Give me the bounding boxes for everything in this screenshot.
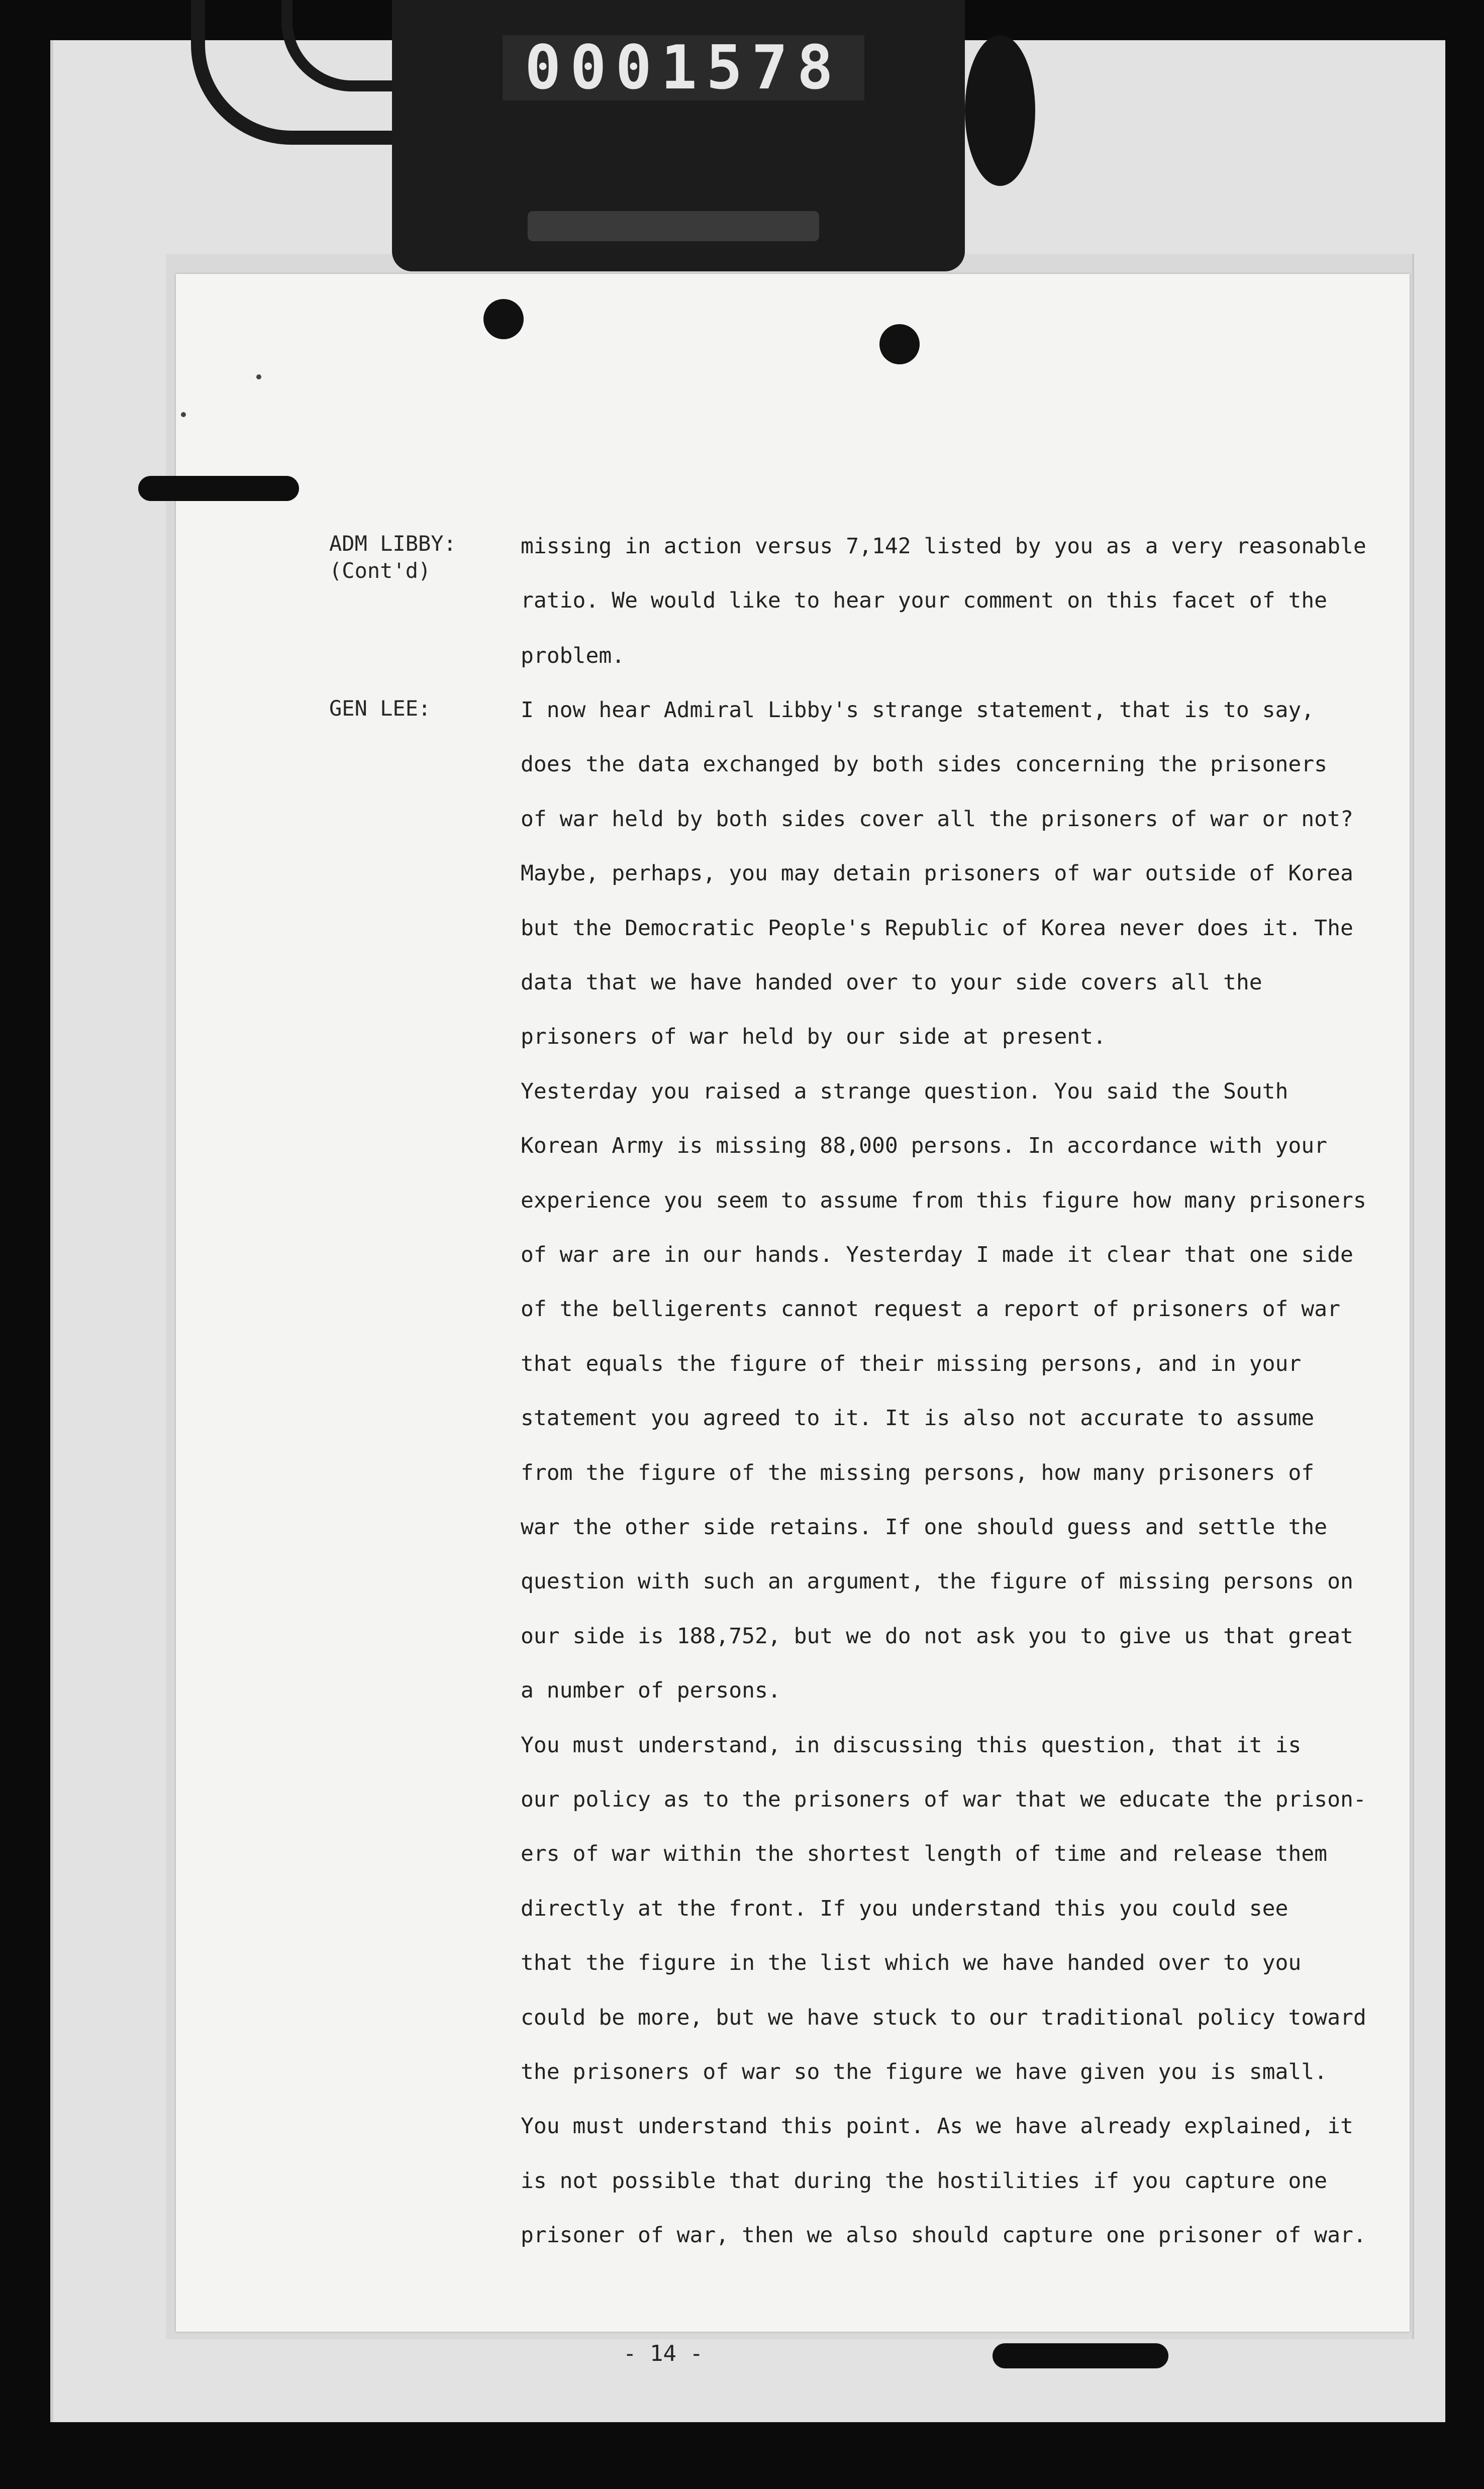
text-line: I now hear Admiral Libby's strange statement, that is to say, xyxy=(521,698,1315,723)
text-line: missing in action versus 7,142 listed by you as a very reasonable xyxy=(521,534,1366,559)
speaker-libby: ADM LIBBY: xyxy=(329,531,456,556)
text-line: ers of war within the shortest length of time and release them xyxy=(521,1841,1328,1866)
text-line: statement you agreed to it. It is also not accurate to assume xyxy=(521,1406,1315,1431)
text-line: our policy as to the prisoners of war that we educate the prison- xyxy=(521,1787,1366,1812)
text-line: our side is 188,752, but we do not ask you to give us that great xyxy=(521,1624,1353,1649)
page-number: - 14 - xyxy=(623,2341,703,2366)
speck-mark xyxy=(256,374,261,379)
text-line: of the belligerents cannot request a report of prisoners of war xyxy=(521,1297,1340,1322)
text-line: a number of persons. xyxy=(521,1678,781,1703)
speck-mark xyxy=(181,412,186,417)
counter-label-plate xyxy=(528,211,819,241)
text-line: You must understand, in discussing this question, that it is xyxy=(521,1733,1302,1758)
text-line: data that we have handed over to your side covers all the xyxy=(521,970,1262,995)
text-line: war the other side retains. If one should guess and settle the xyxy=(521,1515,1328,1540)
text-line: could be more, but we have stuck to our traditional policy toward xyxy=(521,2005,1366,2030)
speaker-lee: GEN LEE: xyxy=(329,696,431,721)
counter-knob xyxy=(965,35,1035,186)
punch-hole-left xyxy=(483,299,524,339)
text-line: that the figure in the list which we have handed over to you xyxy=(521,1950,1302,1975)
text-line: of war are in our hands. Yesterday I made it clear that one side xyxy=(521,1242,1353,1267)
frame-counter-digits: 0001578 xyxy=(525,33,842,103)
redaction-bar-bottom xyxy=(993,2343,1168,2368)
text-line: but the Democratic People's Republic of Korea never does it. The xyxy=(521,916,1353,941)
text-line: the prisoners of war so the figure we have given you is small. xyxy=(521,2059,1328,2084)
text-line: directly at the front. If you understand this you could see xyxy=(521,1896,1289,1921)
text-line: problem. xyxy=(521,643,625,668)
text-line: is not possible that during the hostilities if you capture one xyxy=(521,2168,1328,2194)
speaker-libby-contd: (Cont'd) xyxy=(329,558,431,583)
text-line: prisoner of war, then we also should capture one prisoner of war. xyxy=(521,2223,1366,2248)
text-line: You must understand this point. As we have already explained, it xyxy=(521,2114,1353,2139)
text-line: that equals the figure of their missing persons, and in your xyxy=(521,1351,1302,1376)
text-line: ratio. We would like to hear your comment on this facet of the xyxy=(521,588,1328,613)
text-line: prisoners of war held by our side at present. xyxy=(521,1024,1106,1049)
text-line: question with such an argument, the figure of missing persons on xyxy=(521,1569,1353,1594)
text-line: Korean Army is missing 88,000 persons. In accordance with your xyxy=(521,1133,1328,1158)
text-line: Maybe, perhaps, you may detain prisoners of war outside of Korea xyxy=(521,861,1353,886)
text-line: of war held by both sides cover all the prisoners of war or not? xyxy=(521,807,1353,832)
document-page xyxy=(176,274,1410,2366)
text-line: Yesterday you raised a strange question. You said the South xyxy=(521,1079,1289,1104)
text-line: from the figure of the missing persons, how many prisoners of xyxy=(521,1460,1315,1485)
text-line: does the data exchanged by both sides concerning the prisoners xyxy=(521,752,1328,777)
redaction-bar-top xyxy=(138,476,299,501)
punch-hole-right xyxy=(879,324,920,364)
frame-counter-window xyxy=(503,35,864,101)
text-line: experience you seem to assume from this figure how many prisoners xyxy=(521,1188,1366,1213)
